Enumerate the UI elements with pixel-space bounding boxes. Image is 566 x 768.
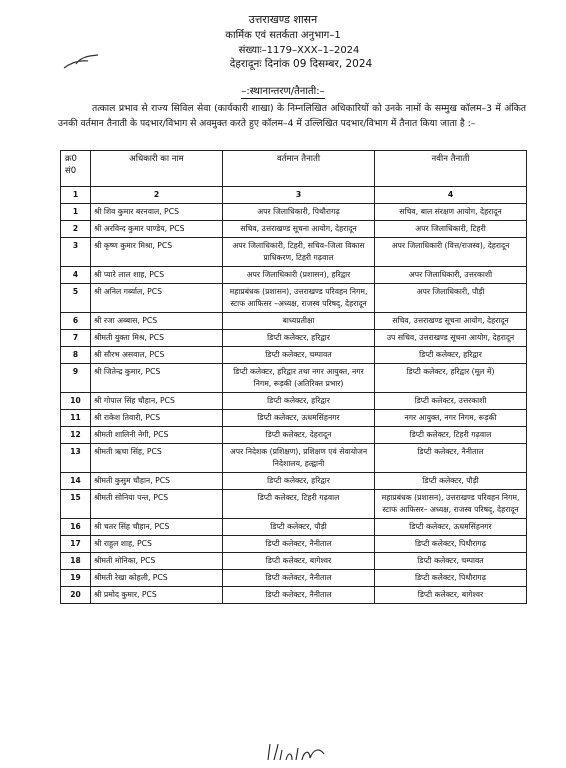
new-posting-cell: महाप्रबंधक (प्रशासन), उत्तराखण्ड परिवहन निगम, स्टाफ आफिसर– अध्यक्ष, राजस्व परिषद्, देहरादून bbox=[375, 490, 527, 519]
table-header-row bbox=[61, 151, 527, 187]
new-posting-cell: डिप्टी कलेक्टर, हरिद्वार (मूल में) bbox=[375, 364, 527, 393]
serial-cell: 18 bbox=[61, 553, 91, 570]
current-posting-cell: डिप्टी कलेक्टर, नैनीताल bbox=[223, 536, 375, 553]
subject-heading bbox=[0, 83, 566, 97]
order-number: संख्याः–1179–XXX–1–2024 bbox=[238, 45, 360, 56]
officer-name-cell: श्री प्रमोद कुमार, PCS bbox=[91, 587, 223, 604]
officer-name-cell: श्रीमती सोनिया पन्त, PCS bbox=[91, 490, 223, 519]
current-posting-cell: डिप्टी कलेक्टर, पौड़ी bbox=[223, 519, 375, 536]
serial-cell: 2 bbox=[61, 221, 91, 238]
header-current-posting: वर्तमान तैनाती bbox=[223, 151, 375, 187]
new-posting-cell: सचिव, उत्तराखण्ड सूचना आयोग, देहरादून bbox=[375, 313, 527, 330]
officer-name-cell: श्रीमती रेखा कोहली, PCS bbox=[91, 570, 223, 587]
new-posting-cell: डिप्टी कलेक्टर, नैनीताल bbox=[375, 444, 527, 473]
new-posting-cell: उप सचिव, उत्तराखण्ड सूचना आयोग, देहरादून bbox=[375, 330, 527, 347]
table-row bbox=[61, 410, 527, 427]
officer-name-cell: श्री सौरभ असवाल, PCS bbox=[91, 347, 223, 364]
current-posting-cell: डिप्टी कलेक्टर, नैनीताल bbox=[223, 587, 375, 604]
current-posting-cell: डिप्टी कलेक्टर, नैनीताल bbox=[223, 570, 375, 587]
new-posting-cell: अपर जिलाधिकारी (वित्त/राजस्व), देहरादून bbox=[375, 238, 527, 267]
serial-cell: 20 bbox=[61, 587, 91, 604]
header-officer-name: अधिकारी का नाम bbox=[91, 151, 223, 187]
header-serial: क्र0 सं0 bbox=[61, 151, 91, 187]
current-posting-cell: डिप्टी कलेक्टर, देहरादून bbox=[223, 427, 375, 444]
officer-name-cell: श्री शिव कुमार बरनवाल, PCS bbox=[91, 204, 223, 221]
current-posting-cell: बाध्यप्रतीक्षा bbox=[223, 313, 375, 330]
column-number-row bbox=[61, 187, 527, 204]
current-posting-cell: डिप्टी कलेक्टर, ऊधमसिंहनगर bbox=[223, 410, 375, 427]
column-number: 1 bbox=[61, 187, 91, 204]
officer-name-cell: श्री गोपाल सिंह चौहान, PCS bbox=[91, 393, 223, 410]
current-posting-cell: डिप्टी कलेक्टर, हरिद्वार तथा नगर आयुक्त, नगर निगम, रूड़की (अतिरिक्त प्रभार) bbox=[223, 364, 375, 393]
table-row bbox=[61, 238, 527, 267]
table-row bbox=[61, 364, 527, 393]
paragraph-text: तत्काल प्रभाव से राज्य सिविल सेवा (कार्यकारी शाखा) के निम्नलिखित अधिकारियों को उनके नामों के सम्मुख कॉलम–3 में अंकित उनकी वर्तमान तैनाती के पदभार/विभाग से अवमुक्त करते हुए कॉलम–4 में उल्लिखित पदभार/विभाग में तैनात किया जाता है :– bbox=[58, 103, 526, 129]
current-posting-cell: सचिव, उत्तराखण्ड सूचना आयोग, देहरादून bbox=[223, 221, 375, 238]
column-number: 4 bbox=[375, 187, 527, 204]
handwritten-mark bbox=[62, 52, 102, 72]
table-row bbox=[61, 267, 527, 284]
new-posting-cell: अपर जिलाधिकारी, उत्तरकाशी bbox=[375, 267, 527, 284]
table-row bbox=[61, 570, 527, 587]
department-title: उत्तराखण्ड शासन bbox=[248, 13, 318, 26]
table-row bbox=[61, 444, 527, 473]
current-posting-cell: डिप्टी कलेक्टर, हरिद्वार bbox=[223, 393, 375, 410]
table-row bbox=[61, 536, 527, 553]
serial-cell: 6 bbox=[61, 313, 91, 330]
new-posting-cell: डिप्टी कलेक्टर, चम्पावत bbox=[375, 553, 527, 570]
current-posting-cell: डिप्टी कलेक्टर, चम्पावत bbox=[223, 347, 375, 364]
table-row bbox=[61, 221, 527, 238]
table-row bbox=[61, 519, 527, 536]
table-row bbox=[61, 427, 527, 444]
serial-cell: 4 bbox=[61, 267, 91, 284]
serial-cell: 9 bbox=[61, 364, 91, 393]
table-row bbox=[61, 313, 527, 330]
table-row bbox=[61, 587, 527, 604]
current-posting-cell: डिप्टी कलेक्टर, हरिद्वार bbox=[223, 330, 375, 347]
signature bbox=[264, 740, 328, 764]
officer-name-cell: श्री जितेन्द्र कुमार, PCS bbox=[91, 364, 223, 393]
officer-name-cell: श्रीमती ऋचा सिंह, PCS bbox=[91, 444, 223, 473]
officer-name-cell: श्री अनिल गर्ब्याल, PCS bbox=[91, 284, 223, 313]
current-posting-cell: अपर जिलाधिकारी (प्रशासन), हरिद्वार bbox=[223, 267, 375, 284]
officer-name-cell: श्रीमती शालिनी नेगी, PCS bbox=[91, 427, 223, 444]
serial-cell: 11 bbox=[61, 410, 91, 427]
table-row bbox=[61, 330, 527, 347]
current-posting-cell: डिप्टी कलेक्टर, बागेश्वर bbox=[223, 553, 375, 570]
table-row bbox=[61, 284, 527, 313]
serial-cell: 8 bbox=[61, 347, 91, 364]
serial-cell: 19 bbox=[61, 570, 91, 587]
new-posting-cell: डिप्टी कलेक्टर, ऊधमसिंहनगर bbox=[375, 519, 527, 536]
new-posting-cell: डिप्टी कलेक्टर, टिहरी गढ़वाल bbox=[375, 427, 527, 444]
officer-name-cell: श्रीमती युक्ता मिश्र, PCS bbox=[91, 330, 223, 347]
officer-name-cell: श्री राकेश तिवारी, PCS bbox=[91, 410, 223, 427]
current-posting-cell: महाप्रबंधक (प्रशासन), उत्तराखण्ड परिवहन निगम, स्टाफ आफिसर –अध्यक्ष, राजस्व परिषद्, देहरादून bbox=[223, 284, 375, 313]
new-posting-cell: अपर जिलाधिकारी, टिहरी bbox=[375, 221, 527, 238]
current-posting-cell: अपर जिलाधिकारी, टिहरी, सचिव–जिला विकास प्राधिकरण, टिहरी गढ़वाल bbox=[223, 238, 375, 267]
order-date: देहरादूनः दिनांक 09 दिसम्बर, 2024 bbox=[229, 58, 373, 70]
transfer-table bbox=[60, 150, 527, 604]
new-posting-cell: डिप्टी कलेक्टर, पिथौरागढ़ bbox=[375, 570, 527, 587]
new-posting-cell: डिप्टी कलेक्टर, पिथौरागढ़ bbox=[375, 536, 527, 553]
serial-cell: 10 bbox=[61, 393, 91, 410]
officer-name-cell: श्री प्यारे लाल शाह, PCS bbox=[91, 267, 223, 284]
officer-name-cell: श्रीमती कुसुम चौहान, PCS bbox=[91, 473, 223, 490]
serial-cell: 17 bbox=[61, 536, 91, 553]
table-row bbox=[61, 204, 527, 221]
new-posting-cell: डिप्टी कलेक्टर, पौड़ी bbox=[375, 473, 527, 490]
order-paragraph bbox=[58, 101, 526, 131]
current-posting-cell: अपर जिलाधिकारी, पिथौरागढ़ bbox=[223, 204, 375, 221]
serial-cell: 12 bbox=[61, 427, 91, 444]
new-posting-cell: डिप्टी कलेक्टर, उत्तरकाशी bbox=[375, 393, 527, 410]
new-posting-cell: अपर जिलाधिकारी, पौड़ी bbox=[375, 284, 527, 313]
column-number: 3 bbox=[223, 187, 375, 204]
table-row bbox=[61, 473, 527, 490]
officer-name-cell: श्रीमती मोनिका, PCS bbox=[91, 553, 223, 570]
serial-cell: 3 bbox=[61, 238, 91, 267]
new-posting-cell: डिप्टी कलेक्टर, बागेश्वर bbox=[375, 587, 527, 604]
officer-name-cell: श्री राहुल शाह, PCS bbox=[91, 536, 223, 553]
serial-cell: 5 bbox=[61, 284, 91, 313]
serial-cell: 7 bbox=[61, 330, 91, 347]
new-posting-cell: सचिव, बाल संरक्षण आयोग, देहरादून bbox=[375, 204, 527, 221]
table-row bbox=[61, 490, 527, 519]
serial-cell: 14 bbox=[61, 473, 91, 490]
current-posting-cell: डिप्टी कलेक्टर, टिहरी गढ़वाल bbox=[223, 490, 375, 519]
serial-cell: 13 bbox=[61, 444, 91, 473]
table-row bbox=[61, 553, 527, 570]
officer-name-cell: श्री कृष्ण कुमार मिश्रा, PCS bbox=[91, 238, 223, 267]
table-row bbox=[61, 393, 527, 410]
subject-text: –:स्थानान्तरण/तैनाती:– bbox=[241, 86, 325, 97]
serial-cell: 16 bbox=[61, 519, 91, 536]
serial-cell: 15 bbox=[61, 490, 91, 519]
current-posting-cell: डिप्टी कलेक्टर, हरिद्वार bbox=[223, 473, 375, 490]
officer-name-cell: श्री चतर सिंह चौहान, PCS bbox=[91, 519, 223, 536]
new-posting-cell: नगर आयुक्त, नगर निगम, रूड़की bbox=[375, 410, 527, 427]
new-posting-cell: डिप्टी कलेक्टर, हरिद्वार bbox=[375, 347, 527, 364]
column-number: 2 bbox=[91, 187, 223, 204]
current-posting-cell: अपर निदेशक (प्रशिक्षण), प्रशिक्षण एवं सेवायोजन निदेशालय, हल्द्वानी bbox=[223, 444, 375, 473]
table-row bbox=[61, 347, 527, 364]
officer-name-cell: श्री रजा अब्बास, PCS bbox=[91, 313, 223, 330]
header-new-posting: नवीन तैनाती bbox=[375, 151, 527, 187]
serial-cell: 1 bbox=[61, 204, 91, 221]
section-name: कार्मिक एवं सतर्कता अनुभाग–1 bbox=[225, 30, 341, 41]
officer-name-cell: श्री अरविन्द कुमार पाण्डेय, PCS bbox=[91, 221, 223, 238]
